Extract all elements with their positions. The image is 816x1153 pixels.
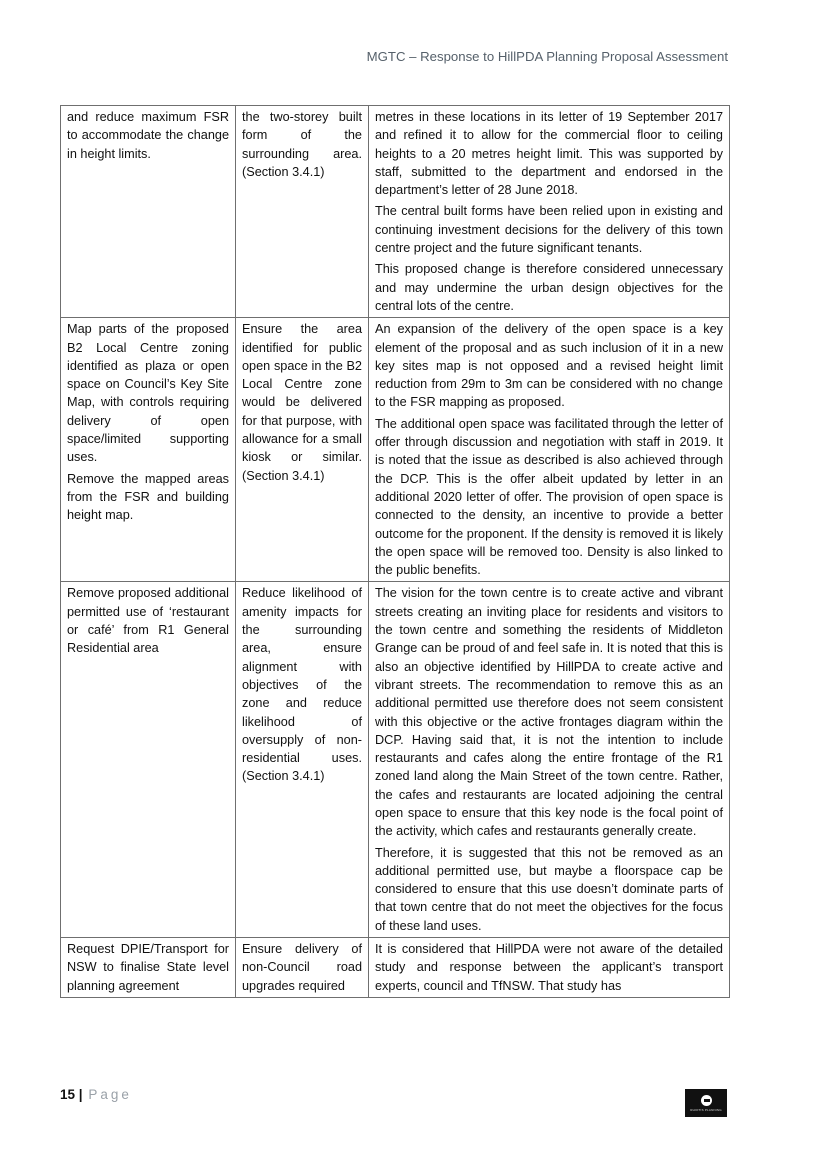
page-number: 15 (60, 1087, 76, 1102)
cell-paragraph: the two-storey built form of the surrounding area. (Section 3.4.1) (242, 110, 362, 179)
logo-mark-icon (701, 1095, 712, 1106)
recommendation-cell (61, 582, 236, 938)
company-logo-icon (685, 1089, 727, 1117)
cell-paragraph: and reduce maximum FSR to accommodate the change in height limits. (67, 110, 229, 161)
cell-paragraph: An expansion of the delivery of the open space is a key element of the proposal and as such inclusion of it in a new key sites map is not opposed and a revised height limit reduction from 29m to 3m can be considered with no change to the FSR mapping as proposed. (375, 322, 723, 410)
response-cell (369, 106, 730, 318)
purpose-cell (236, 582, 369, 938)
response-cell (369, 938, 730, 998)
cell-paragraph: Remove the mapped areas from the FSR and building height map. (67, 471, 229, 523)
cell-paragraph: Ensure delivery of non-Council road upgrades required (242, 942, 362, 993)
logo-text: RHIOTIS PLANNING (690, 1107, 722, 1112)
purpose-cell (236, 106, 369, 318)
page-label: Page (88, 1087, 132, 1102)
table-row (61, 582, 730, 938)
footer-separator: | (78, 1087, 83, 1102)
purpose-cell (236, 938, 369, 998)
cell-paragraph: The additional open space was facilitated through the letter of offer through discussion and negotiation with staff in 2019. It is noted that the issue as described is also achieved through the DCP. This is the offer albeit updated by letter in an additional 2020 letter of offer. The provision of open space is connected to the density, an incentive to provide a better outcome for the proponent. If the density is removed it is likely the open space will be removed too. Density is also linked to the public benefits. (375, 416, 723, 578)
cell-paragraph: metres in these locations in its letter of 19 September 2017 and refined it to allow for the commercial floor to ceiling heights to a 20 metres height limit. This was supported by staff, submitted to the department and endorsed in the department’s letter of 28 June 2018. (375, 110, 723, 198)
cell-paragraph: The central built forms have been relied upon in existing and continuing investment decisions for the delivery of this town centre project and the future significant tenants. (375, 204, 723, 256)
response-cell (369, 318, 730, 582)
cell-paragraph: The vision for the town centre is to create active and vibrant streets creating an inviting place for residents and visitors to the town centre and something the residents of Middleton Grange can be proud of and feel safe in. It is noted that this is also an objective identified by HillPDA to create active and vibrant streets. The recommendation to remove this as an additional permitted use therefore does not seem consistent with this objective or the active frontages diagram within the DCP. Having said that, it is not the intention to include restaurants and cafes along the entire frontage of the R1 zoned land along the Main Street of the town centre. Rather, the cafes and restaurants are located adjoining the central open space to ensure that this key node is the focal point of the activity, which cafes and restaurants generally create. (375, 586, 723, 839)
purpose-cell (236, 318, 369, 582)
recommendation-cell (61, 938, 236, 998)
cell-paragraph: Therefore, it is suggested that this not be removed as an additional permitted use, but maybe a floorspace cap be considered to ensure that this use doesn’t dominate parts of that town centre that do not meet the objectives for the focus of these land uses. (375, 845, 723, 933)
response-table (60, 105, 730, 998)
cell-paragraph: Request DPIE/Transport for NSW to finalise State level planning agreement (67, 942, 229, 993)
cell-paragraph: Remove proposed additional permitted use of ‘restaurant or café’ from R1 General Residential area (67, 586, 229, 656)
table-row (61, 318, 730, 582)
response-cell (369, 582, 730, 938)
recommendation-cell (61, 318, 236, 582)
table-row (61, 106, 730, 318)
page-footer (60, 1087, 132, 1102)
cell-paragraph: Reduce likelihood of amenity impacts for the surrounding area, ensure alignment with objectives of the zone and reduce likelihood of oversupply of non-residential uses. (Section 3.4.1) (242, 586, 362, 784)
table-row (61, 938, 730, 998)
cell-paragraph: This proposed change is therefore considered unnecessary and may undermine the urban design objectives for the central lots of the centre. (375, 262, 723, 313)
cell-paragraph: It is considered that HillPDA were not aware of the detailed study and response between the applicant’s transport experts, council and TfNSW. That study has (375, 942, 723, 993)
recommendation-cell (61, 106, 236, 318)
cell-paragraph: Map parts of the proposed B2 Local Centre zoning identified as plaza or open space on Council’s Key Site Map, with controls requiring delivery of open space/limited supporting uses. (67, 322, 229, 465)
page-header-title: MGTC – Response to HillPDA Planning Proposal Assessment (366, 49, 728, 64)
cell-paragraph: Ensure the area identified for public open space in the B2 Local Centre zone would be delivered for that purpose, with allowance for a small kiosk or similar. (Section 3.4.1) (242, 322, 362, 483)
